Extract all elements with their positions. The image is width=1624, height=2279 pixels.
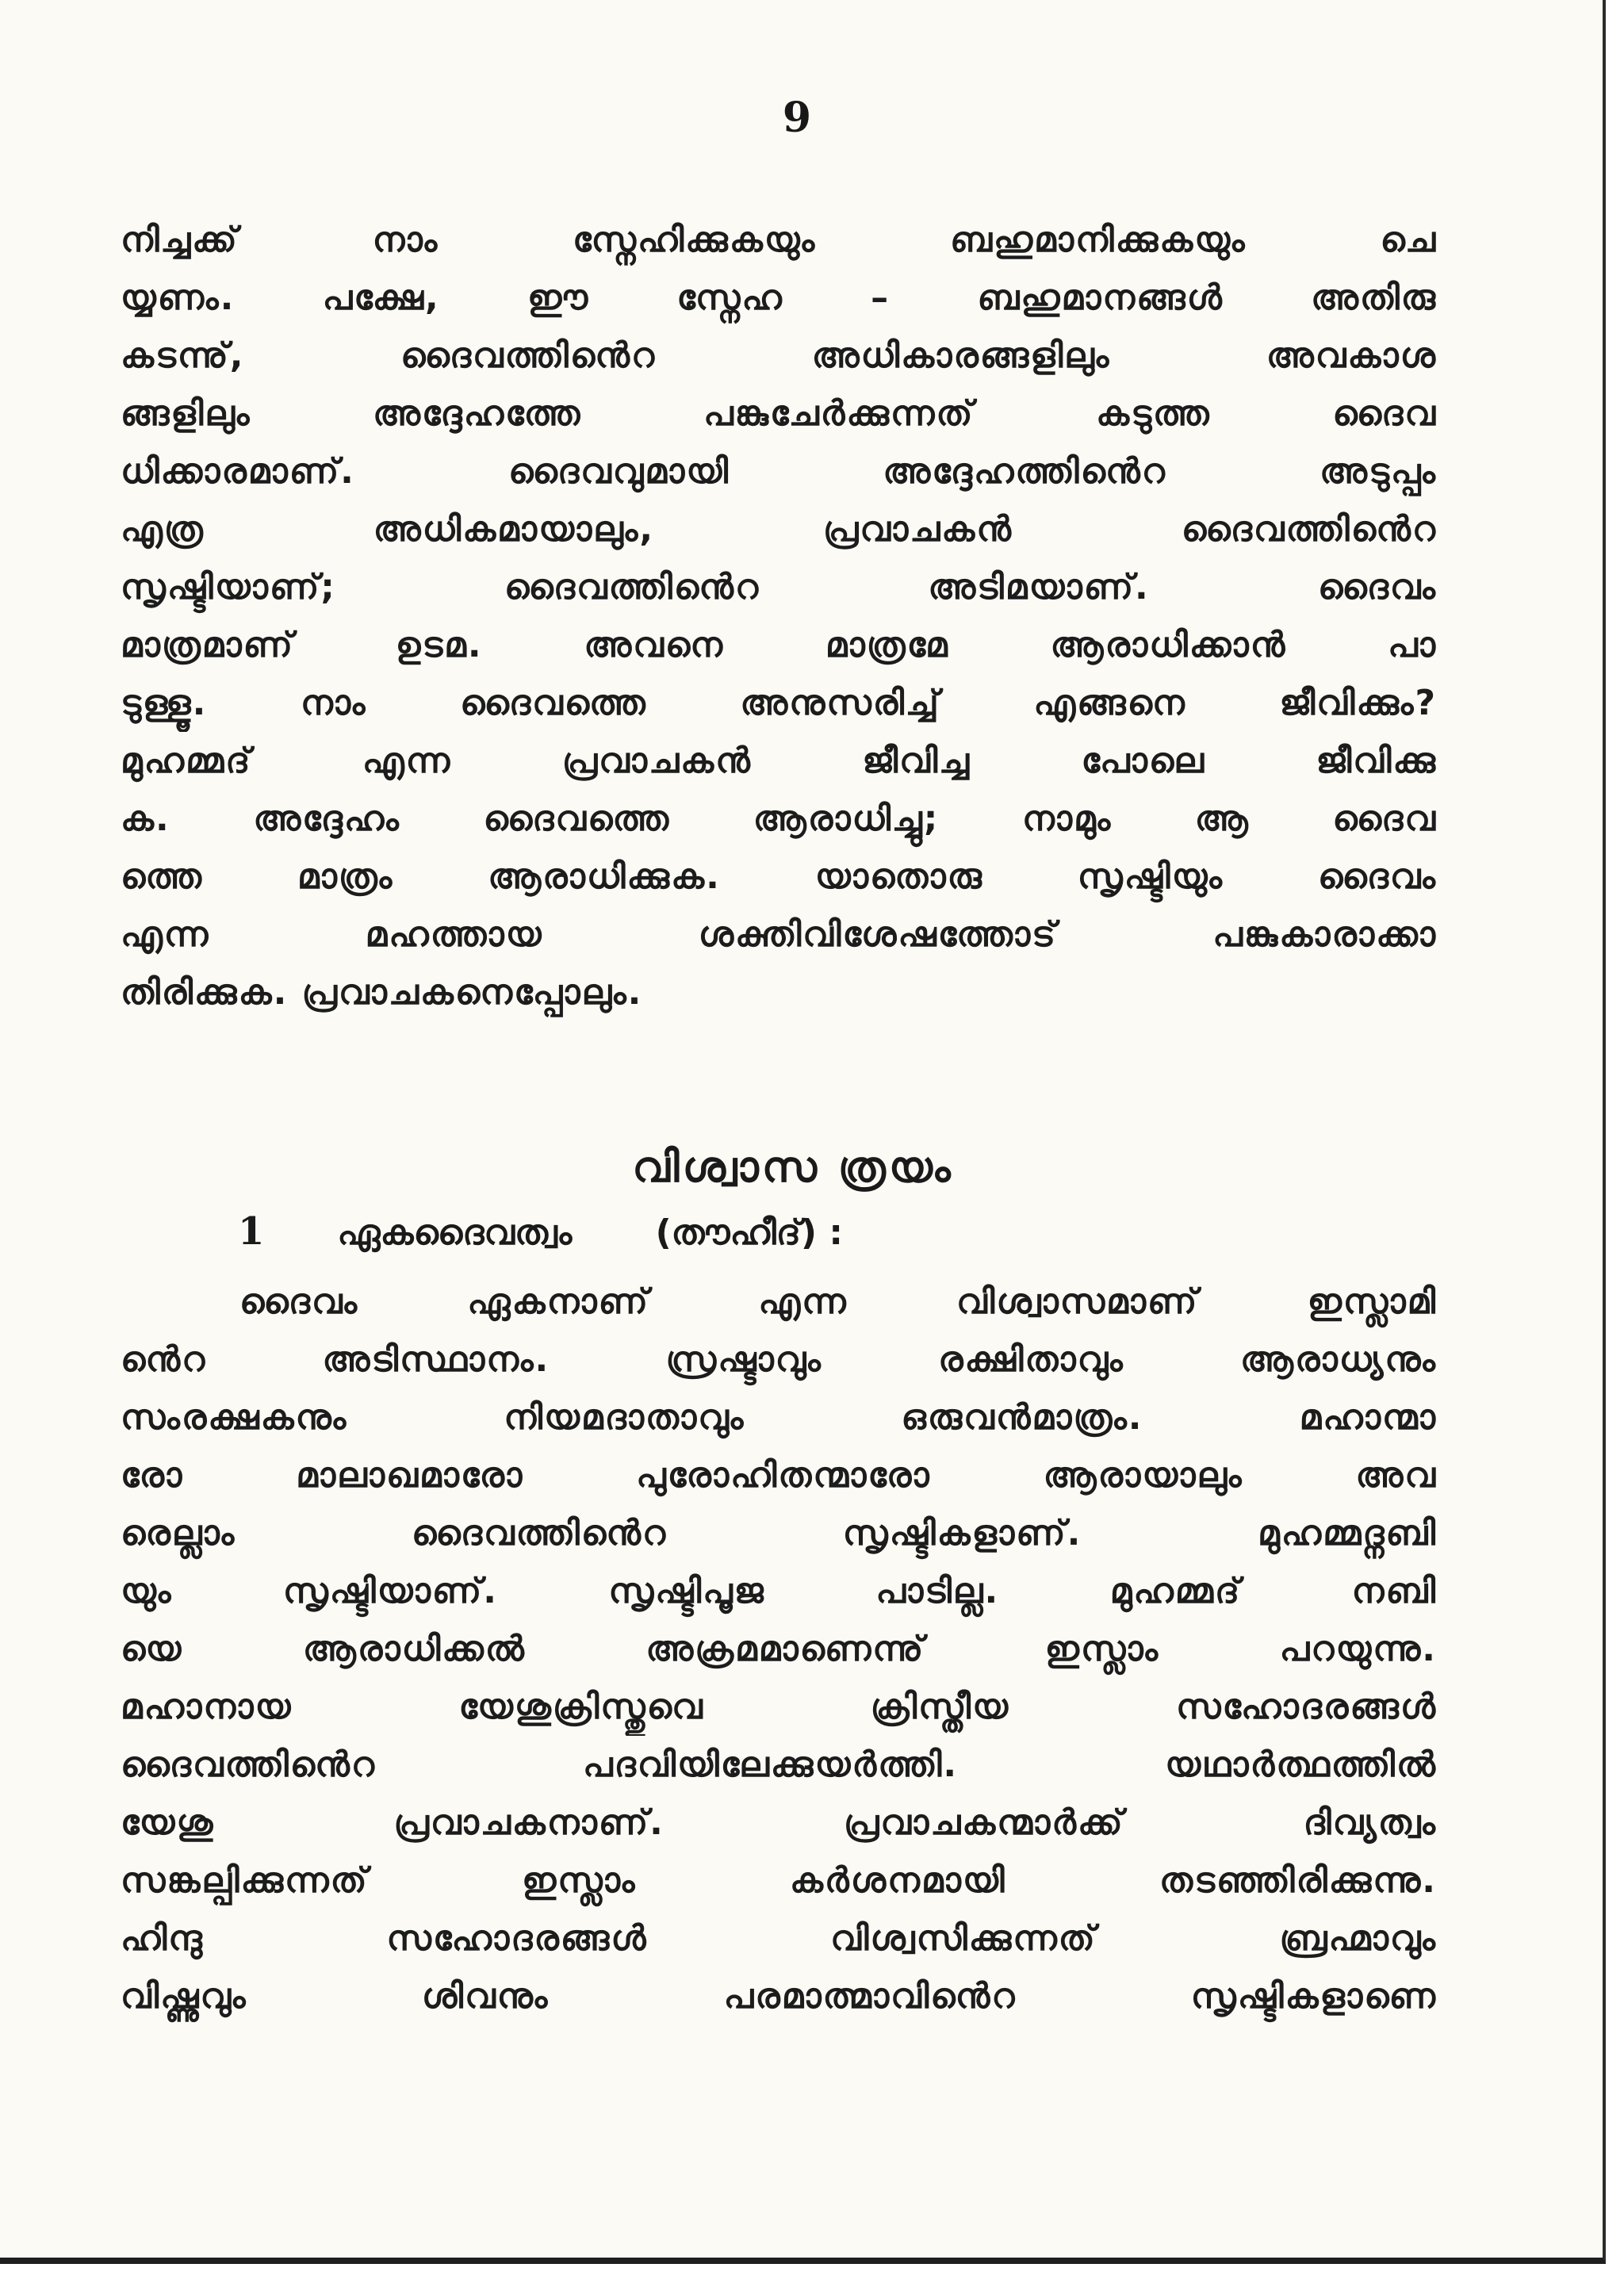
text-line: എത്ര അധികമായാലും, പ്രവാചകൻ ദൈവത്തിൻെറ xyxy=(121,509,1437,550)
subheading xyxy=(238,1209,1427,1254)
text-line: യെ ആരാധിക്കൽ അക്രമമാണെന്നു് ഇസ്ലാം പറയുന്നു. xyxy=(121,1629,1437,1669)
text-line: യും സൃഷ്ടിയാണ്. സൃഷ്ടിപൂജ പാടില്ല. മുഹമ്മദ് നബി xyxy=(121,1571,1437,1611)
paragraph-prophet-status xyxy=(121,211,1437,1021)
text-line: ടുള്ളൂ. നാം ദൈവത്തെ അനുസരിച്ച് എങ്ങനെ ജീവിക്കും? xyxy=(121,683,1437,723)
text-line: സങ്കല്പിക്കുന്നത് ഇസ്ലാം കർശനമായി തടഞ്ഞിരിക്കുന്നു. xyxy=(121,1860,1437,1901)
text-line: ദൈവത്തിൻെറ പദവിയിലേക്കുയർത്തി. യഥാർത്ഥത്തിൽ xyxy=(121,1745,1437,1785)
section-heading: വിശ്വാസ ത്രയം xyxy=(632,1142,954,1192)
text-line: ൻെറ അടിസ്ഥാനം. സ്രഷ്ടാവും രക്ഷിതാവും ആരാധ്യനും xyxy=(121,1339,1437,1380)
subheading-number: 1 xyxy=(238,1209,265,1254)
text-line: ഹിന്ദു സഹോദരങ്ങൾ വിശ്വസിക്കുന്നത് ബ്രഹ്മാവും xyxy=(121,1918,1437,1959)
subheading-arabic-term: (തൗഹീദ്) : xyxy=(655,1212,843,1253)
text-line: ക. അദ്ദേഹം ദൈവത്തെ ആരാധിച്ചു; നാമും ആ ദൈവ xyxy=(121,799,1437,839)
text-line: മുഹമ്മദ് എന്ന പ്രവാചകൻ ജീവിച്ച പോലെ ജീവിക്കു xyxy=(121,741,1437,781)
text-line: തിരിക്കുക. പ്രവാചകനെപ്പോലും. xyxy=(121,972,643,1013)
text-line: ധിക്കാരമാണ്. ദൈവവുമായി അദ്ദേഹത്തിൻെറ അടുപ്പം xyxy=(121,451,1437,492)
page-number: 9 xyxy=(782,94,812,142)
text-line: കടന്നു്, ദൈവത്തിൻെറ അധികാരങ്ങളിലും അവകാശ xyxy=(121,335,1437,376)
paragraph-monotheism xyxy=(121,1273,1437,2025)
text-line: ങ്ങളിലും അദ്ദേഹത്തേ പങ്കുചേർക്കുന്നത് കടുത്ത ദൈവ xyxy=(121,393,1437,434)
text-line: വിഷ്ണുവും ശിവനും പരമാത്മാവിൻെറ സൃഷ്ടികളാണെ xyxy=(121,1976,1437,2017)
text-line: മാത്രമാണ് ഉടമ. അവനെ മാത്രമേ ആരാധിക്കാൻ പാ xyxy=(121,625,1437,665)
subheading-term: ഏകദൈവത്വം xyxy=(337,1212,573,1253)
text-line: സംരക്ഷകനും നിയമദാതാവും ഒരുവൻമാത്രം. മഹാന്മാ xyxy=(121,1397,1437,1438)
text-line: സൃഷ്ടിയാണ്; ദൈവത്തിൻെറ അടിമയാണ്. ദൈവം xyxy=(121,567,1437,607)
text-line: രോ മാലാഖമാരോ പുരോഹിതന്മാരോ ആരായാലും അവ xyxy=(121,1455,1437,1496)
text-line: നിച്ചക്ക് നാം സ്നേഹിക്കുകയും ബഹുമാനിക്കുകയും ചെ xyxy=(121,220,1437,260)
text-line: ത്തെ മാത്രം ആരാധിക്കുക. യാതൊരു സൃഷ്ടിയും ദൈവം xyxy=(121,856,1437,897)
text-line: യ്യണം. പക്ഷേ, ഈ സ്നേഹ – ബഹുമാനങ്ങൾ അതിരു xyxy=(121,278,1437,318)
text-line: ദൈവം ഏകനാണ് എന്ന വിശ്വാസമാണ് ഇസ്ലാമി xyxy=(239,1281,1437,1322)
text-line: രെല്ലാം ദൈവത്തിൻെറ സൃഷ്ടികളാണ്. മുഹമ്മദ്നബി xyxy=(121,1513,1437,1553)
text-line: എന്ന മഹത്തായ ശക്തിവിശേഷത്തോട് പങ്കുകാരാക്കാ xyxy=(121,914,1437,955)
text-line: മഹാനായ യേശുക്രിസ്തുവെ ക്രിസ്തീയ സഹോദരങ്ങൾ xyxy=(121,1687,1437,1727)
text-line: യേശു പ്രവാചകനാണ്. പ്രവാചകന്മാർക്ക് ദിവ്യത്വം xyxy=(121,1802,1437,1843)
